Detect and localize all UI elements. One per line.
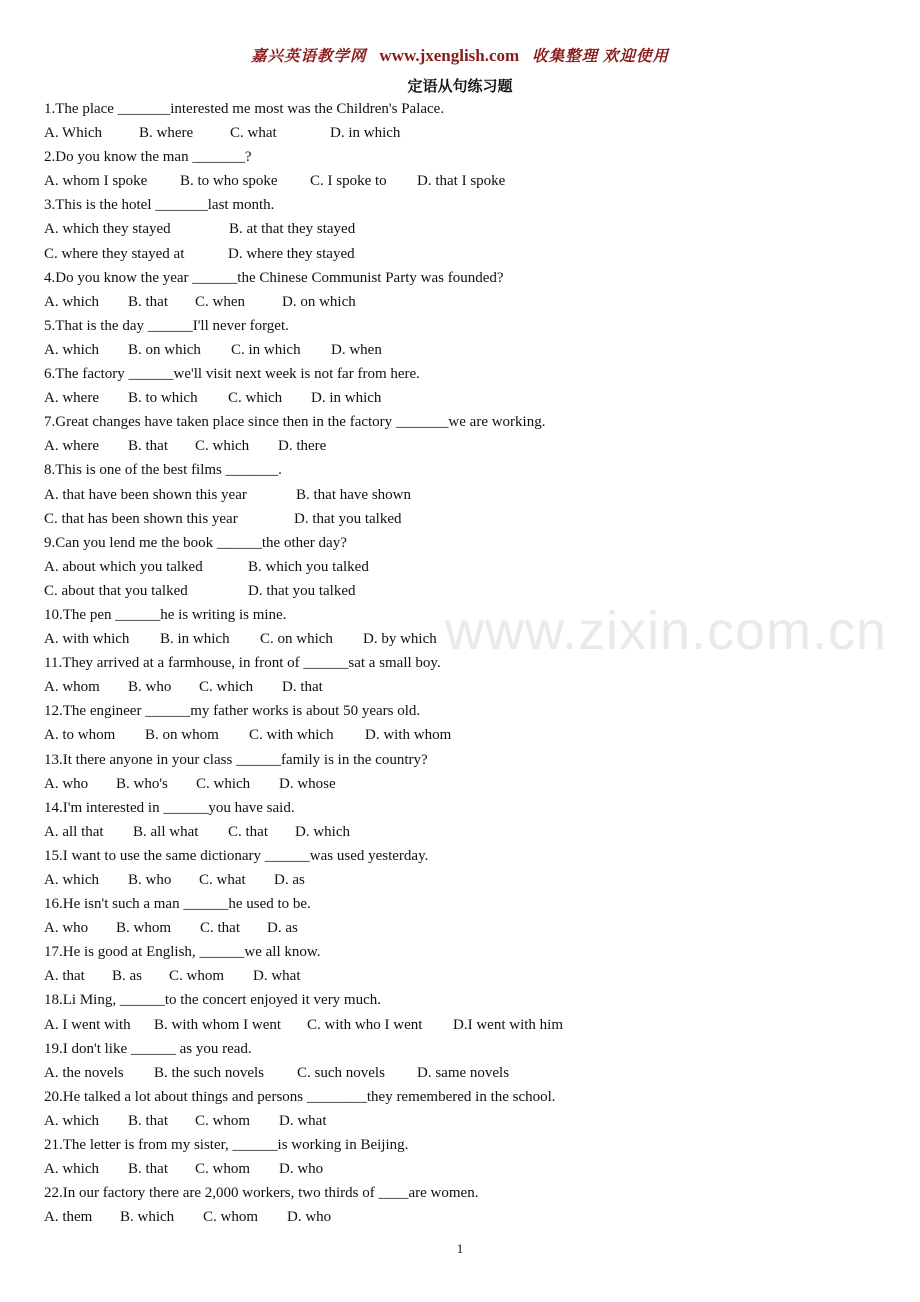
answer-option: A. I went with	[44, 1016, 131, 1033]
answer-option: D. as	[267, 920, 298, 937]
answer-option: D. with whom	[365, 727, 452, 744]
answer-option: A. whom I spoke	[44, 173, 148, 190]
question-stem: 8.This is one of the best films _______.	[44, 462, 282, 479]
answer-option: D. in which	[330, 125, 401, 142]
question-stem: 18.Li Ming, ______to the concert enjoyed it very much.	[44, 992, 382, 1009]
answer-option: D. who	[279, 1161, 324, 1178]
answer-option: B. on which	[128, 341, 201, 358]
answer-option: C. which	[196, 775, 251, 792]
question-stem: 5.That is the day ______I'll never forget.	[44, 317, 289, 334]
answer-option: A. who	[44, 775, 89, 792]
header-site-url[interactable]: www.jxenglish.com	[379, 46, 520, 65]
answer-option: C. such novels	[297, 1064, 385, 1081]
answer-option: B. on whom	[145, 727, 219, 744]
answer-option: C. about that you talked	[44, 582, 188, 599]
answer-option: B. whom	[116, 920, 172, 937]
answer-option: A. that	[44, 968, 85, 985]
answer-option: B. who's	[116, 775, 168, 792]
answer-option: B. all what	[133, 823, 199, 840]
answer-option: C. that	[228, 823, 268, 840]
question-stem: 22.In our factory there are 2,000 workers, two thirds of ____are women.	[44, 1185, 479, 1202]
answer-option: D. that you talked	[294, 510, 402, 527]
answer-option: C. where they stayed at	[44, 245, 185, 262]
answer-option: A. which	[44, 341, 99, 358]
answer-options	[44, 1109, 904, 1133]
answer-option: A. which	[44, 293, 99, 310]
answer-options	[44, 290, 904, 314]
answer-options	[44, 1157, 904, 1181]
answer-options	[44, 1205, 904, 1229]
answer-option: B. as	[112, 968, 142, 985]
answer-option: A. that have been shown this year	[44, 486, 247, 503]
question-stem: 9.Can you lend me the book ______the other day?	[44, 534, 347, 551]
answer-option: C. I spoke to	[310, 173, 387, 190]
answer-options	[44, 820, 904, 844]
question-stem: 2.Do you know the man _______?	[44, 149, 252, 166]
answer-option: B. which you talked	[248, 558, 369, 575]
answer-option: C. which	[195, 438, 250, 455]
answer-option: A. the novels	[44, 1064, 124, 1081]
answer-option: A. who	[44, 920, 89, 937]
question-stem: 20.He talked a lot about things and persons ________they remembered in the school.	[44, 1088, 556, 1105]
question-stem: 13.It there anyone in your class ______family is in the country?	[44, 751, 428, 768]
answer-option: A. which	[44, 1112, 99, 1129]
answer-options	[44, 675, 904, 699]
answer-options	[44, 242, 904, 266]
answer-options	[44, 772, 904, 796]
answer-option: D. whose	[279, 775, 336, 792]
answer-option: D. when	[331, 341, 382, 358]
answer-option: C. what	[199, 872, 246, 888]
answer-option: B. that	[128, 438, 168, 455]
answer-option: B. to who spoke	[180, 173, 278, 190]
question-stem: 4.Do you know the year ______the Chinese Communist Party was founded?	[44, 269, 504, 286]
answer-option: B. who	[128, 872, 172, 888]
answer-option: C. whom	[195, 1112, 251, 1129]
answer-option: B. that	[128, 293, 168, 310]
question-stem: 16.He isn't such a man ______he used to be.	[44, 896, 311, 913]
answer-option: D. as	[274, 872, 305, 888]
question-stem: 1.The place _______interested me most was the Children's Palace.	[44, 101, 445, 117]
answer-option: D. in which	[311, 390, 382, 407]
answer-options	[44, 217, 904, 241]
answer-option: B. the such novels	[154, 1064, 264, 1081]
answer-options	[44, 169, 904, 193]
answer-option: B. in which	[160, 631, 230, 648]
answer-options	[44, 386, 904, 410]
page-header	[0, 44, 920, 66]
answer-option: B. at that they stayed	[229, 221, 356, 238]
worksheet-title: 定语从句练习题	[407, 79, 513, 95]
answer-option: D. that	[282, 679, 323, 696]
answer-option: B. that	[128, 1112, 168, 1129]
header-tagline: 收集整理 欢迎使用	[532, 48, 669, 65]
answer-option: A. where	[44, 438, 99, 455]
answer-option: A. all that	[44, 823, 104, 840]
answer-option: D. there	[278, 438, 327, 455]
question-stem: 14.I'm interested in ______you have said.	[44, 799, 295, 816]
answer-option: C. on which	[260, 631, 333, 648]
question-stem: 17.He is good at English, ______we all know.	[44, 944, 321, 961]
answer-options	[44, 723, 904, 747]
answer-option: A. which they stayed	[44, 221, 171, 238]
question-stem: 12.The engineer ______my father works is about 50 years old.	[44, 703, 421, 720]
answer-option: C. whom	[203, 1209, 259, 1226]
answer-options	[44, 916, 904, 940]
header-site-name: 嘉兴英语教学网	[251, 48, 367, 65]
answer-option: A. about which you talked	[44, 558, 203, 575]
answer-options	[44, 507, 904, 531]
question-stem: 21.The letter is from my sister, ______is working in Beijing.	[44, 1137, 409, 1154]
answer-option: A. Which	[44, 125, 103, 142]
answer-option: D. same novels	[417, 1064, 510, 1081]
question-stem: 7.Great changes have taken place since then in the factory _______we are working.	[44, 414, 546, 431]
answer-option: A. which	[44, 872, 99, 888]
answer-option: C. what	[230, 125, 277, 142]
answer-option: B. that have shown	[296, 486, 411, 503]
question-stem: 10.The pen ______he is writing is mine.	[44, 606, 287, 623]
answer-option: C. whom	[169, 968, 225, 985]
answer-option: C. when	[195, 293, 245, 310]
answer-option: A. them	[44, 1209, 93, 1226]
question-stem: 19.I don't like ______ as you read.	[44, 1040, 252, 1057]
question-stem: 11.They arrived at a farmhouse, in front of ______sat a small boy.	[44, 655, 441, 672]
answer-option: C. that has been shown this year	[44, 510, 238, 527]
answer-option: A. to whom	[44, 727, 116, 744]
answer-option: C. with who I went	[307, 1016, 423, 1033]
answer-options	[44, 121, 904, 145]
answer-option: D. what	[253, 968, 301, 985]
question-stem: 3.This is the hotel _______last month.	[44, 197, 275, 214]
answer-options	[44, 964, 904, 988]
answer-option: B. where	[139, 125, 194, 142]
answer-option: D.I went with him	[453, 1016, 563, 1033]
answer-option: B. who	[128, 679, 172, 696]
answer-option: D. where they stayed	[228, 245, 355, 262]
question-stem: 6.The factory ______we'll visit next week is not far from here.	[44, 366, 420, 383]
answer-options	[44, 338, 904, 362]
answer-option: C. with which	[249, 727, 334, 744]
answer-option: A. where	[44, 390, 99, 407]
answer-options	[44, 1013, 904, 1037]
watermark: www.zixin.com.cn	[445, 601, 888, 661]
question-list	[44, 97, 904, 1229]
answer-option: A. which	[44, 1161, 99, 1178]
answer-option: A. whom	[44, 679, 100, 696]
answer-options	[44, 483, 904, 507]
answer-options	[44, 868, 904, 892]
answer-option: B. with whom I went	[154, 1016, 282, 1033]
question-stem: 15.I want to use the same dictionary ______was used yesterday.	[44, 847, 429, 864]
answer-option: C. that	[200, 920, 240, 937]
answer-option: D. by which	[363, 631, 437, 648]
answer-option: C. which	[199, 679, 254, 696]
answer-option: B. that	[128, 1161, 168, 1178]
answer-option: D. that you talked	[248, 582, 356, 599]
answer-option: D. that I spoke	[417, 173, 506, 190]
answer-option: C. in which	[231, 341, 301, 358]
answer-options	[44, 434, 904, 458]
answer-options	[44, 555, 904, 579]
answer-option: D. which	[295, 823, 350, 840]
answer-option: C. whom	[195, 1161, 251, 1178]
answer-options	[44, 1061, 904, 1085]
answer-option: C. which	[228, 390, 283, 407]
answer-option: B. which	[120, 1209, 175, 1226]
answer-option: B. to which	[128, 390, 198, 407]
answer-option: D. on which	[282, 293, 356, 310]
answer-option: D. what	[279, 1112, 327, 1129]
answer-option: A. with which	[44, 631, 130, 648]
page-number: 1	[456, 1241, 464, 1256]
answer-option: D. who	[287, 1209, 332, 1226]
